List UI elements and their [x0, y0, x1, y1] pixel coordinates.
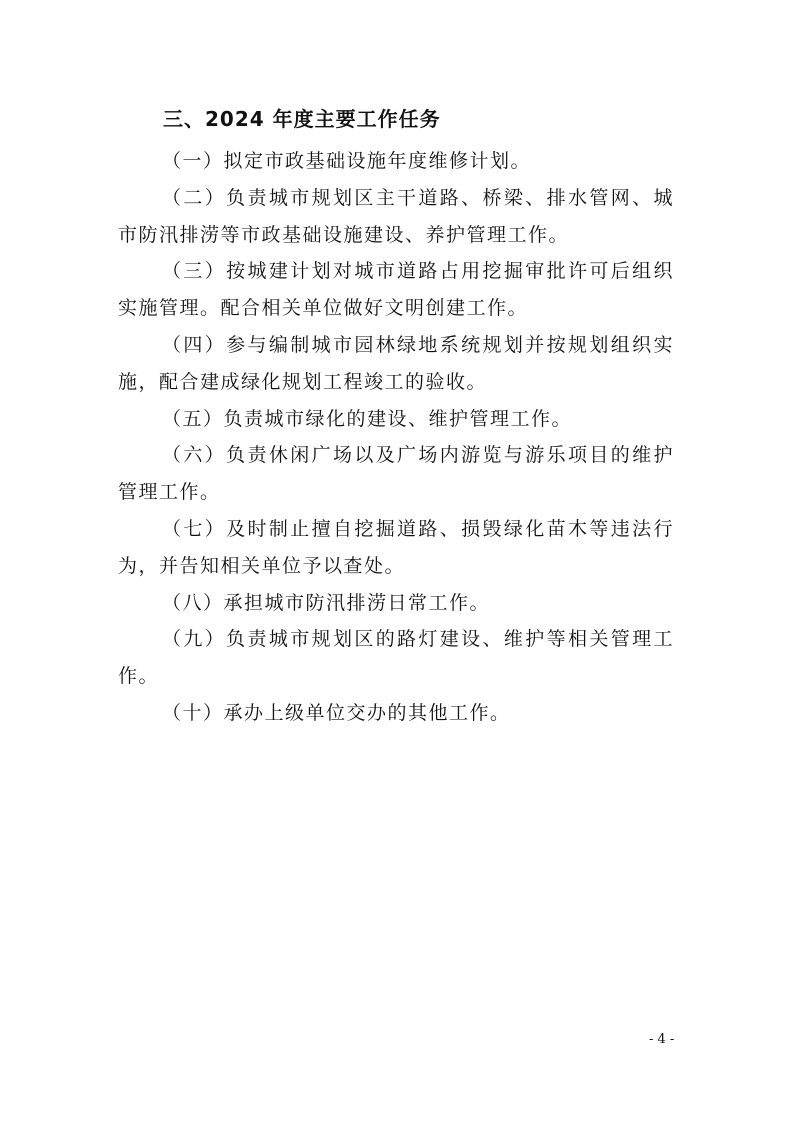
task-item-10: （十）承办上级单位交办的其他工作。 — [162, 701, 511, 724]
task-item-2: （二）负责城市规划区主干道路、桥梁、排水管网、城市防汛排涝等市政基础设施建设、养护管理工作。 — [118, 186, 674, 246]
task-item-5: （五）负责城市绿化的建设、维护管理工作。 — [162, 407, 573, 430]
task-item-9: （九）负责城市规划区的路灯建设、维护等相关管理工作。 — [118, 628, 674, 688]
page-number: - 4 - — [649, 1032, 675, 1047]
task-item-4: （四）参与编制城市园林绿地系统规划并按规划组织实施，配合建成绿化规划工程竣工的验收。 — [118, 333, 674, 393]
task-item-6: （六）负责休闲广场以及广场内游览与游乐项目的维护管理工作。 — [118, 444, 674, 504]
task-item-7: （七）及时制止擅自挖掘道路、损毁绿化苗木等违法行为，并告知相关单位予以查处。 — [118, 517, 674, 577]
task-item-8: （八）承担城市防汛排涝日常工作。 — [162, 591, 491, 614]
task-list — [118, 143, 674, 732]
section-heading: 三、2024 年度主要工作任务 — [163, 107, 441, 131]
task-item-1: （一）拟定市政基础设施年度维修计划。 — [162, 150, 532, 172]
task-item-3: （三）按城建计划对城市道路占用挖掘审批许可后组织实施管理。配合相关单位做好文明创建工作。 — [118, 260, 674, 320]
